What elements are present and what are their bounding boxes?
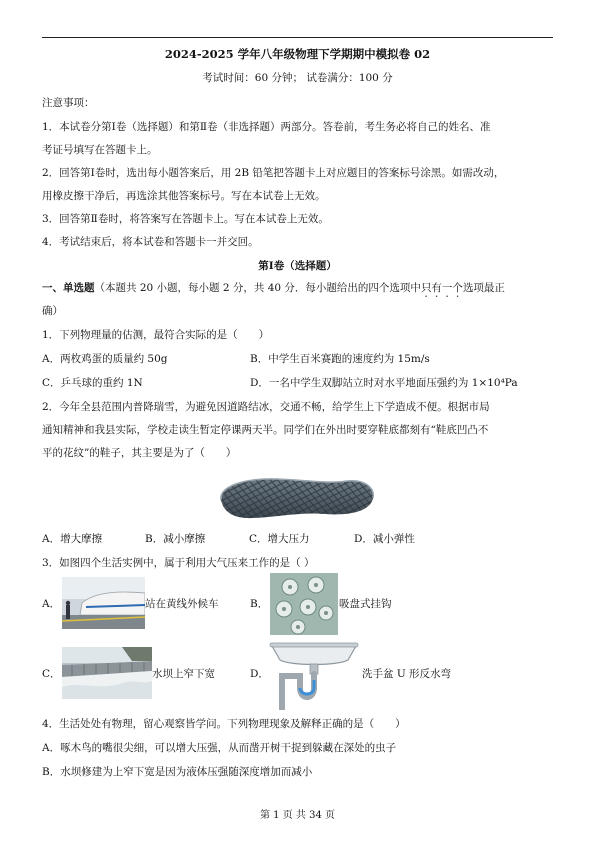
part1-desc-emphasis: 只有一个: [420, 282, 463, 294]
part1-label: 一、单选题: [42, 282, 95, 294]
exam-title: 2024-2025 学年八年级物理下学期期中模拟卷 02: [164, 47, 431, 61]
q3-option-b-label: B．: [250, 598, 269, 610]
q4-stem: 4．生活处处有物理，留心观察皆学问。下列物理现象及解释正确的是（ ）: [42, 718, 406, 730]
part1-desc-b: 选项最正: [462, 282, 505, 294]
q1-stem: 1．下列物理量的估测，最符合实际的是（ ）: [42, 329, 270, 341]
note-3: 3．回答第Ⅱ卷时，将答案写在答题卡上。写在本试卷上无效。: [42, 213, 329, 225]
header-rule: [42, 37, 553, 38]
part1-heading: [42, 281, 505, 300]
q4-option-a: A．啄木鸟的嘴很尖细，可以增大压强，从而凿开树干捉到躲藏在深处的虫子: [42, 742, 397, 754]
q3-stem: 3．如图四个生活实例中，属于利用大气压来工作的是（ ）: [42, 557, 315, 569]
section-title: 第Ⅰ卷（选择题）: [258, 260, 337, 272]
q1-option-b: B．中学生百米赛跑的速度约为 15m/s: [250, 353, 430, 365]
q2-option-b: B．减小摩擦: [145, 533, 206, 545]
q2-stem-line-1: 2．今年全县范围内普降瑞雪，为避免因道路结冰，交通不畅，给学生上下学造成不便。根据市局: [42, 401, 490, 413]
q1-option-d: D．一名中学生双脚站立时对水平地面压强约为 1×10⁴Pa: [250, 377, 518, 389]
q2-stem-line-3: 平的花纹”的鞋子，其主要是为了（ ）: [42, 447, 237, 459]
q3-option-d-text: 洗手盆 U 形反水弯: [362, 668, 452, 680]
note-2-line-1: 2．回答第Ⅰ卷时，选出每小题答案后，用 2B 铅笔把答题卡上对应题目的答案标号涂黑。如需改动，: [42, 167, 505, 179]
q3-option-c-label: C．: [42, 668, 61, 680]
q3-option-a-text: 站在黄线外候车: [145, 598, 219, 610]
note-2-line-2: 用橡皮擦干净后，再选涂其他答案标号。写在本试卷上无效。: [42, 190, 326, 202]
u-trap-sink-image: [268, 640, 360, 710]
q2-stem-line-2: 通知精神和我县实际，学校走读生暂定停课两天半。同学们在外出时要穿鞋底都刻有“鞋底凹凸不: [42, 424, 489, 436]
part1-desc-c: 确）: [42, 305, 63, 317]
q2-option-c: C．增大压力: [249, 533, 310, 545]
q2-option-d: D．减小弹性: [354, 533, 415, 545]
note-1-line-1: 1．本试卷分第Ⅰ卷（选择题）和第Ⅱ卷（非选择题）两部分。答卷前，考生务必将自己的姓名、准: [42, 121, 491, 133]
notes-heading: 注意事项：: [42, 97, 95, 109]
suction-cup-hooks-image: [270, 573, 338, 635]
note-1-line-2: 考证号填写在答题卡上。: [42, 144, 158, 156]
note-4: 4．考试结束后，将本试卷和答题卡一并交回。: [42, 236, 259, 248]
train-platform-image: [62, 577, 145, 629]
q3-option-d-label: D．: [250, 668, 269, 680]
dam-image: [62, 647, 152, 699]
q4-option-b: B．水坝修建为上窄下宽是因为液体压强随深度增加而减小: [42, 766, 313, 778]
page-footer: 第 1 页 共 34 页: [260, 810, 335, 821]
q1-option-c: C．乒乓球的重约 1N: [42, 377, 143, 389]
q2-option-a: A．增大摩擦: [42, 533, 103, 545]
part1-desc-a: （本题共 20 小题，每小题 2 分，共 40 分．每小题给出的四个选项中: [94, 282, 421, 294]
exam-subtitle: 考试时间：60 分钟； 试卷满分：100 分: [202, 72, 393, 84]
q3-option-a-label: A．: [42, 598, 61, 610]
q1-option-a: A．两枚鸡蛋的质量约 50g: [42, 353, 168, 365]
shoe-sole-image: [215, 470, 377, 522]
q3-option-c-text: 水坝上窄下宽: [152, 668, 215, 680]
q3-option-b-text: 吸盘式挂钩: [339, 598, 392, 610]
